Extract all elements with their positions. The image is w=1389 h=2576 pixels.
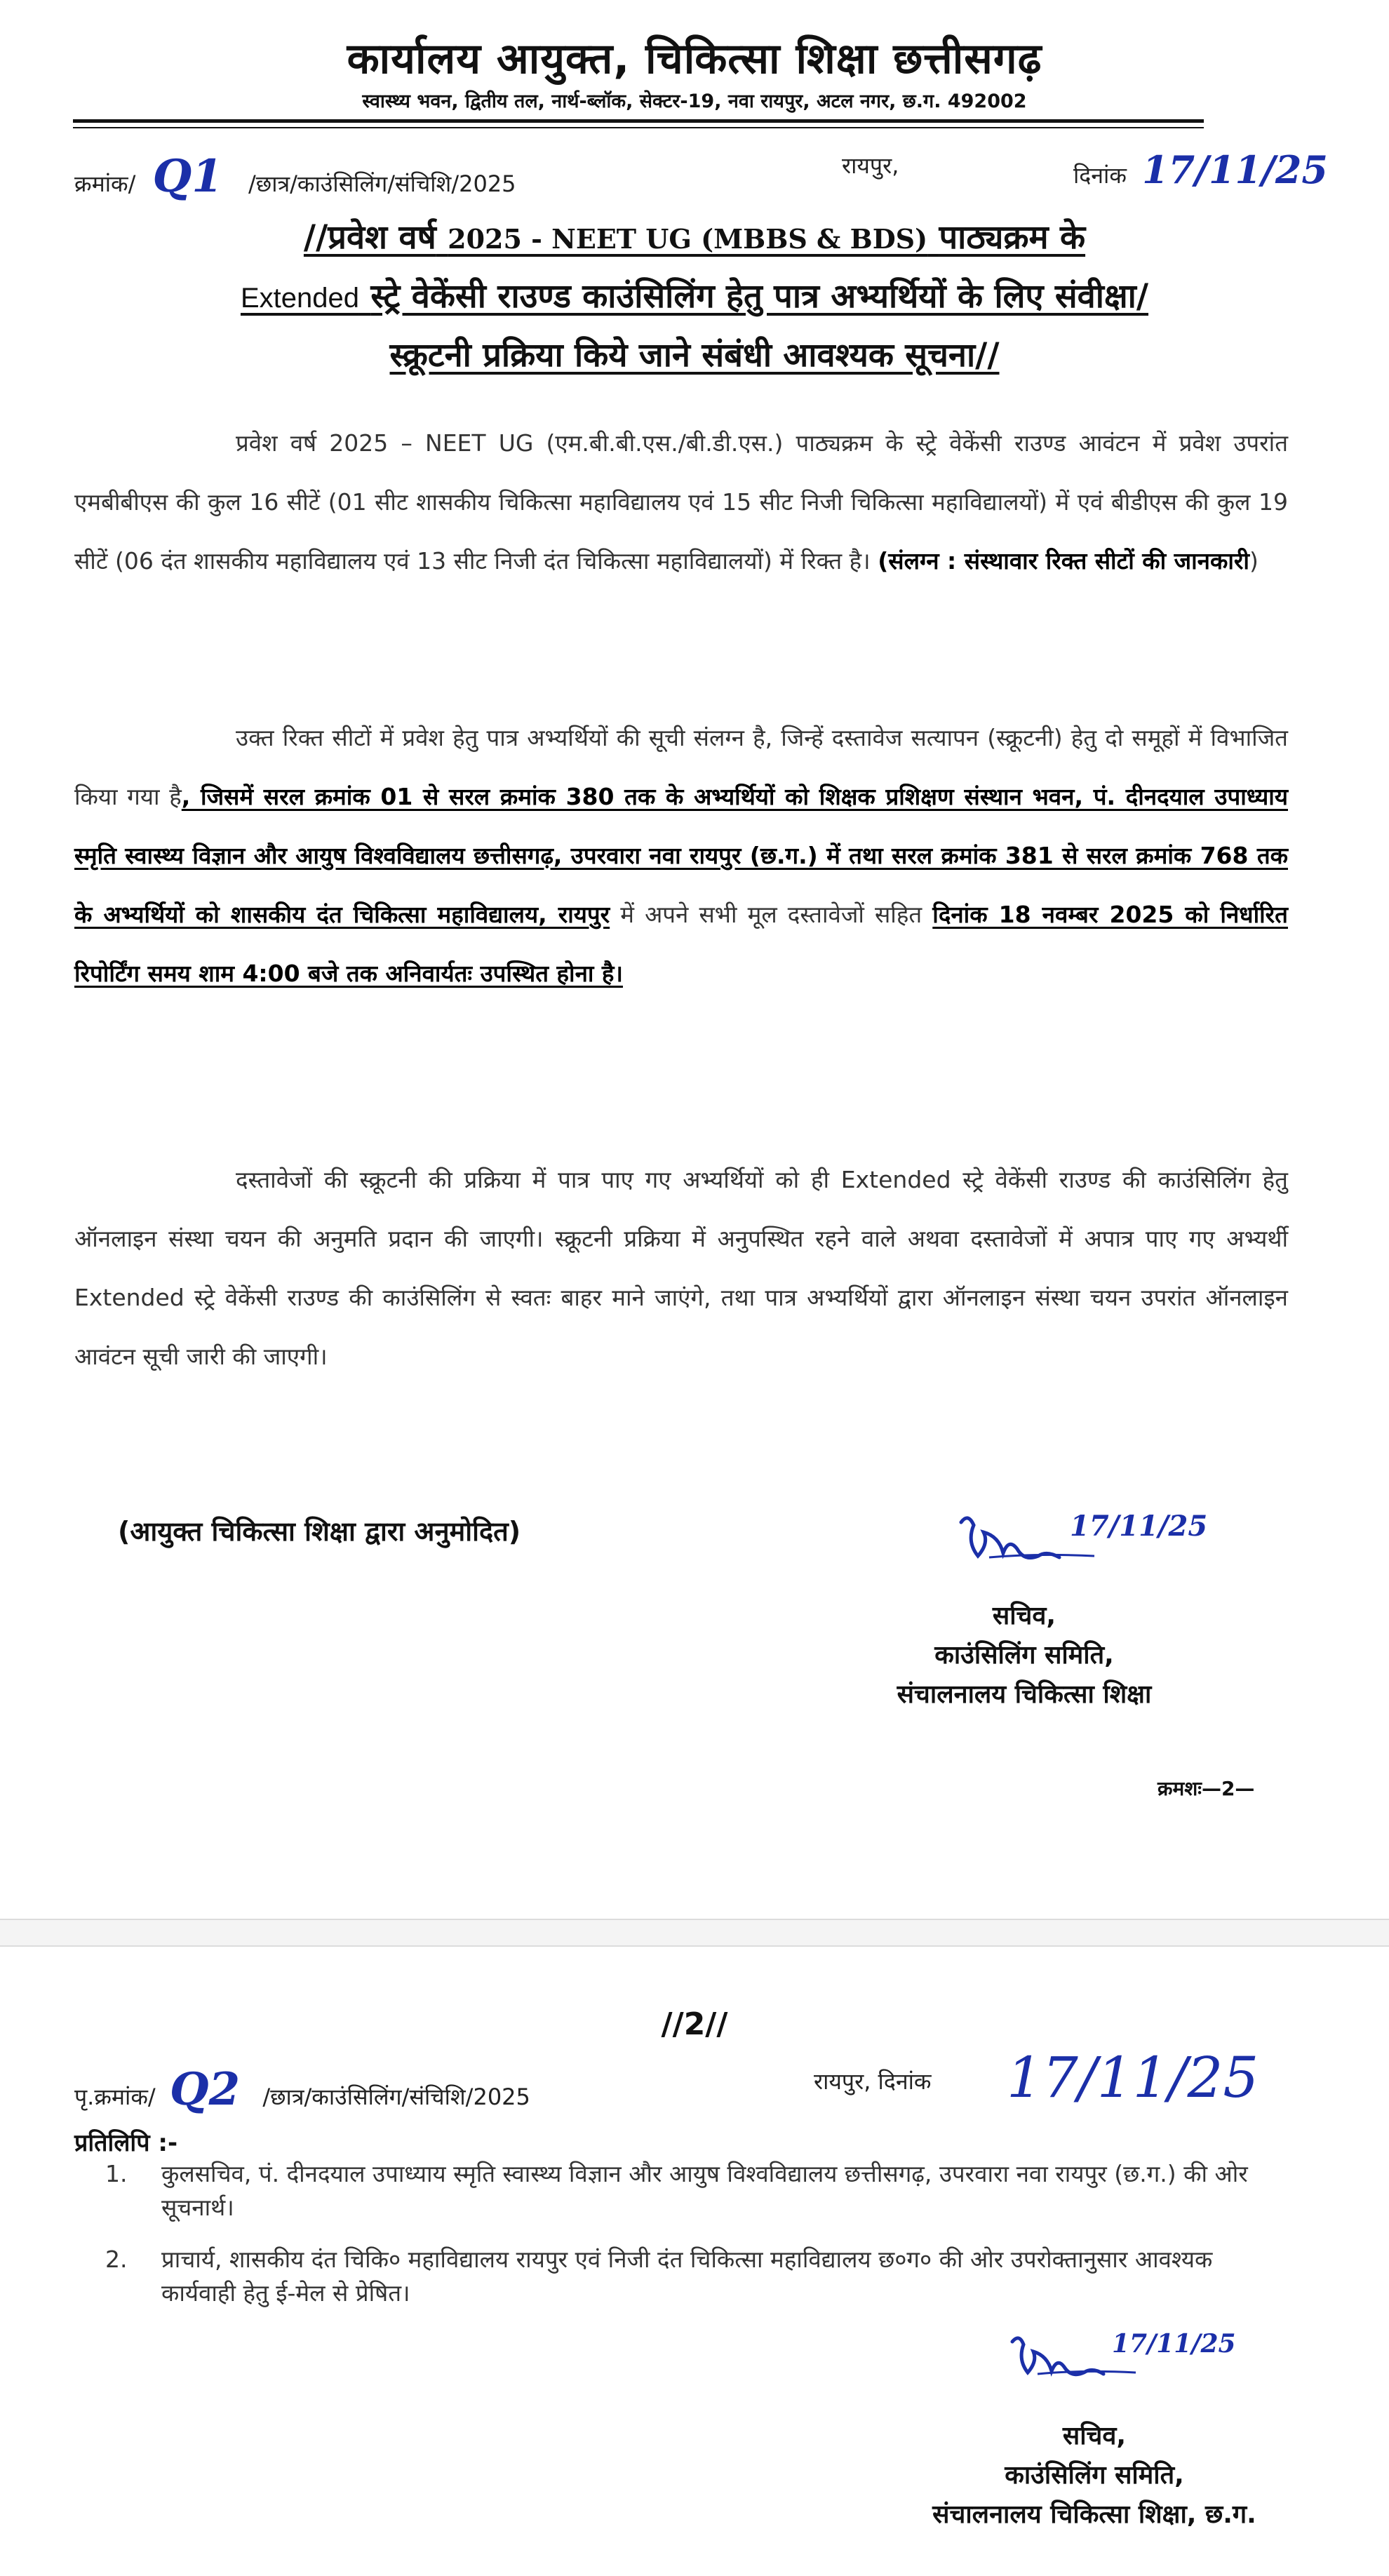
heading-line-1-english: 2025 - NEET UG (MBBS & BDS) [448, 223, 928, 255]
ref-date-label: दिनांक [1073, 162, 1127, 189]
para2-text: उक्त रिक्त सीटों में प्रवेश हेतु पात्र अभ्यर्थियों की सूची संलग्न है, जिन्हें दस्तावेज सत्यापन (स्क्रूटनी) हेतु दो समूहों में विभाजित किया गया है [74, 724, 1288, 810]
endorsement-prefix: पृ.क्रमांक/ [74, 2084, 156, 2110]
endorsement-suffix: /छात्र/काउंसिलिंग/संचिशि/2025 [262, 2084, 530, 2110]
copy-item-text: कुलसचिव, पं. दीनदयाल उपाध्याय स्मृति स्वास्थ्य विज्ञान और आयुष विश्वविद्यालय छत्तीसगढ़, उपरवारा नवा रायपुर (छ.ग.) की ओर सूचनार्थ। [161, 2160, 1248, 2221]
handwritten-signature-page-2 [1000, 2329, 1236, 2399]
endorsement-handwritten-date: 17/11/25 [1007, 2045, 1259, 2110]
signatory-designation: सचिव, [992, 1602, 1056, 1630]
signatory-block-page-2 [870, 2417, 1319, 2535]
copy-item-2 [105, 2243, 1291, 2310]
office-address: स्वास्थ्य भवन, द्वितीय तल, नार्थ-ब्लॉक, सेक्टर-19, नवा रायपुर, अटल नगर, छ.ग. 492002 [362, 90, 1027, 112]
handwritten-date: 17/11/25 [1142, 147, 1328, 192]
document-page-2 [0, 1947, 1389, 2576]
office-title: कार्यालय आयुक्त, चिकित्सा शिक्षा छत्तीसगढ़ [347, 34, 1042, 83]
paragraph-online-choice [74, 1151, 1288, 1386]
continuation-mark: क्रमशः—2— [1158, 1777, 1255, 1800]
endorsement-place-date: रायपुर, दिनांक [814, 2068, 932, 2095]
heading-line-1 [70, 209, 1319, 268]
header-rule-thin [73, 127, 1204, 128]
page-number: //2// [661, 2006, 728, 2042]
para1-text: प्रवेश वर्ष 2025 – NEET UG (एम.बी.बी.एस./बी.डी.एस.) पाठ्यक्रम के स्ट्रे वेकेंसी राउण्ड आवंटन में प्रवेश उपरांत एमबीबीएस की कुल 16 सीटें (01 सीट शासकीय चिकित्सा महाविद्यालय एवं 15 सीट निजी चिकित्सा महाविद्यालयों) में एवं बीडीएस की कुल 19 सीटें (06 दंत शासकीय महाविद्यालय एवं 13 सीट निजी दंत चिकित्सा महाविद्यालयों) में रिक्त है। [74, 429, 1288, 575]
copy-to-heading: प्रतिलिपि :- [74, 2129, 178, 2157]
heading-line-2-english: Extended [240, 283, 359, 314]
copy-item-text: प्राचार्य, शासकीय दंत चिकि० महाविद्यालय रायपुर एवं निजी दंत चिकित्सा महाविद्यालय छ०ग० की ओर उपरोक्तानुसार आवश्यक कार्यवाही हेतु ई-मेल से प्रेषित। [161, 2246, 1213, 2307]
signatory-office: संचालनालय चिकित्सा शिक्षा [897, 1680, 1152, 1709]
handwritten-endorsement-number: Q2 [169, 2063, 241, 2116]
paragraph-vacancy [74, 414, 1288, 591]
page-separator [0, 1919, 1389, 1947]
para3-text: दस्तावेजों की स्क्रूटनी की प्रक्रिया में पात्र पाए गए अभ्यर्थियों को ही Extended स्ट्रे वेकेंसी राउण्ड की काउंसिलिंग हेतु ऑनलाइन संस्था चयन की अनुमति प्रदान की जाएगी। स्क्रूटनी प्रक्रिया में अनुपस्थित रहने वाले अथवा दस्तावेजों में अपात्र पाए गए अभ्यर्थी Extended स्ट्रे वेकेंसी राउण्ड की काउंसिलिंग से स्वतः बाहर माने जाएंगे, तथा पात्र अभ्यर्थियों द्वारा ऑनलाइन संस्था चयन उपरांत ऑनलाइन आवंटन सूची जारी की जाएगी। [74, 1166, 1288, 1370]
ref-date [1073, 147, 1328, 192]
ref-place: रायपुर, [842, 152, 899, 179]
copy-item-1 [105, 2157, 1291, 2225]
signatory-block [828, 1597, 1221, 1715]
ref-prefix: क्रमांक/ [74, 170, 136, 197]
header-rule-thick [73, 119, 1204, 123]
handwritten-signature [947, 1508, 1208, 1585]
para2-middle: में अपने सभी मूल दस्तावेजों सहित [610, 901, 933, 928]
para2-reporting-deadline: दिनांक 18 नवम्बर 2025 को निर्धारित रिपोर्टिंग समय शाम 4:00 बजे तक अनिवार्यतः उपस्थित होना है। [74, 901, 1288, 987]
notice-heading [70, 209, 1319, 384]
signature-date-2: 17/11/25 [1112, 2329, 1236, 2359]
ref-number-line [74, 150, 516, 203]
paragraph-scrutiny-groups [74, 709, 1288, 1003]
approval-note: (आयुक्त चिकित्सा शिक्षा द्वारा अनुमोदित) [118, 1516, 521, 1547]
copy-item-number: 1. [105, 2160, 128, 2187]
signatory-office: संचालनालय चिकित्सा शिक्षा, छ.ग. [932, 2500, 1256, 2529]
copy-item-number: 2. [105, 2246, 128, 2273]
heading-line-2-hindi: स्ट्रे वेकेंसी राउण्ड काउंसिलिंग हेतु पात्र अभ्यर्थियों के लिए संवीक्षा/ [370, 277, 1149, 316]
signature-date: 17/11/25 [1070, 1510, 1208, 1543]
handwritten-ref-number: Q1 [152, 150, 223, 203]
para1-end: ) [1249, 547, 1259, 575]
para2-groups-emphasis: , जिसमें सरल क्रमांक 01 से सरल क्रमांक 380 तक के अभ्यर्थियों को शिक्षक प्रशिक्षण संस्थान भवन, पं. दीनदयाल उपाध्याय स्मृति स्वास्थ्य विज्ञान और आयुष विश्वविद्यालय छत्तीसगढ़, उपरवारा नवा रायपुर (छ.ग.) में तथा सरल क्रमांक 381 से सरल क्रमांक 768 तक के अभ्यर्थियों को शासकीय दंत चिकित्सा महाविद्यालय, रायपुर [74, 783, 1288, 928]
heading-line-2 [70, 268, 1319, 327]
copy-to-list [105, 2157, 1291, 2328]
signatory-committee: काउंसिलिंग समिति, [1005, 2461, 1184, 2490]
signatory-designation: सचिव, [1062, 2422, 1127, 2450]
ref-suffix: /छात्र/काउंसिलिंग/संचिशि/2025 [248, 170, 516, 197]
heading-line-1-hindi: //प्रवेश वर्ष [303, 218, 436, 257]
heading-line-3: स्क्रूटनी प्रक्रिया किये जाने संबंधी आवश्यक सूचना// [389, 336, 1000, 375]
signatory-committee: काउंसिलिंग समिति, [934, 1641, 1114, 1670]
heading-line-1-end: पाठ्यक्रम के [939, 218, 1086, 257]
para1-annexure-note: (संलग्न : संस्थावार रिक्त सीटों की जानकारी [878, 547, 1249, 575]
endorsement-ref-line [74, 2063, 530, 2116]
